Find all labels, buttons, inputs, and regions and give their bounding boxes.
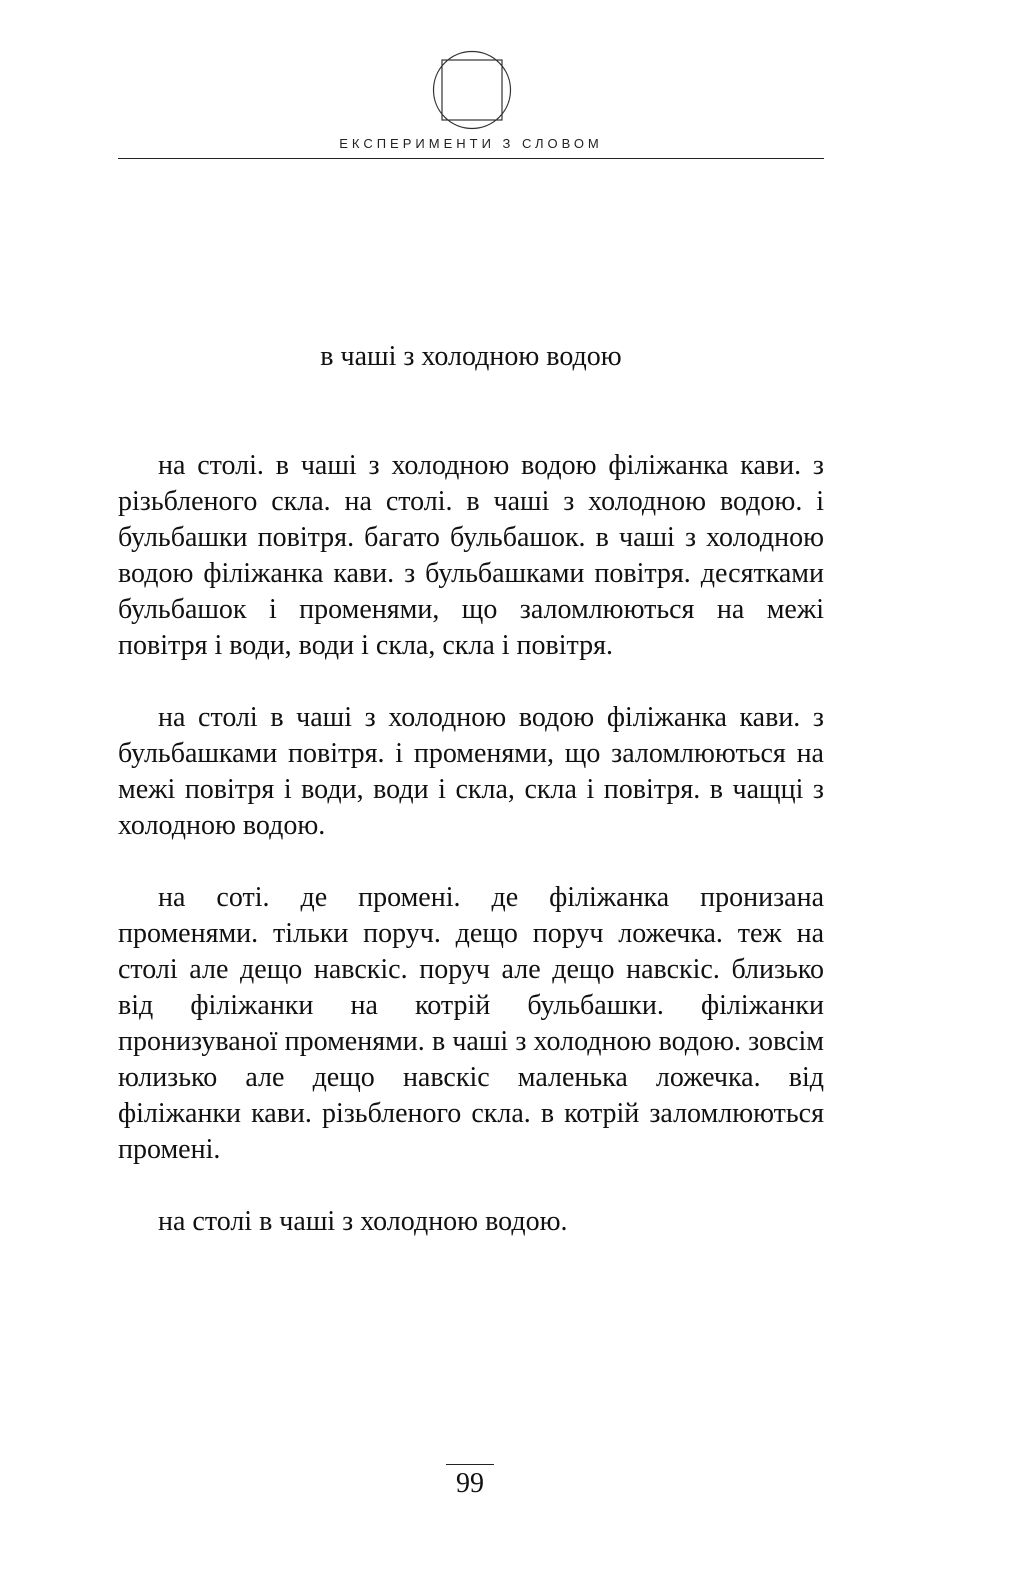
running-head: ЕКСПЕРИМЕНТИ З СЛОВОМ bbox=[339, 136, 603, 151]
circle-square-emblem-icon bbox=[432, 50, 512, 130]
header-rule bbox=[118, 158, 824, 159]
page-number: 99 bbox=[456, 1468, 484, 1499]
paragraph-1: на столі. в чаші з холодною водою філіжанка кави. з різьбленого скла. на столі. в чаші з холодною водою. і бульбашки повітря. багато бульбашок. в чаші з холодною водою філіжанка кави. з бульбашками повітря. десятками бульбашок і променями, що заломлюються на межі повітря і води, води і скла, скла і повітря. bbox=[118, 450, 824, 661]
paragraph-3: на соті. де промені. де філіжанка пронизана променями. тільки поруч. дещо поруч ложечка. теж на столі але дещо навскіс. поруч але дещо навскіс. близько від філіжанки на котрій бульбашки. філіжанки пронизуваної променями. в чаші з холодною водою. зовсім юлизько але дещо навскіс маленька ложечка. від філіжанки кави. різьбленого скла. в котрій заломлюються промені. bbox=[118, 882, 824, 1165]
paragraph-4: на столі в чаші з холодною водою. bbox=[158, 1206, 568, 1237]
page-number-rule bbox=[446, 1464, 494, 1465]
poem-body bbox=[118, 448, 824, 1276]
paragraph-2: на столі в чаші з холодною водою філіжанка кави. з бульбашками повітря. і променями, що заломлюються на межі повітря і води, води і скла, скла і повітря. в чащці з холодною водою. bbox=[118, 702, 824, 841]
poem-title: в чаші з холодною водою bbox=[320, 341, 622, 372]
